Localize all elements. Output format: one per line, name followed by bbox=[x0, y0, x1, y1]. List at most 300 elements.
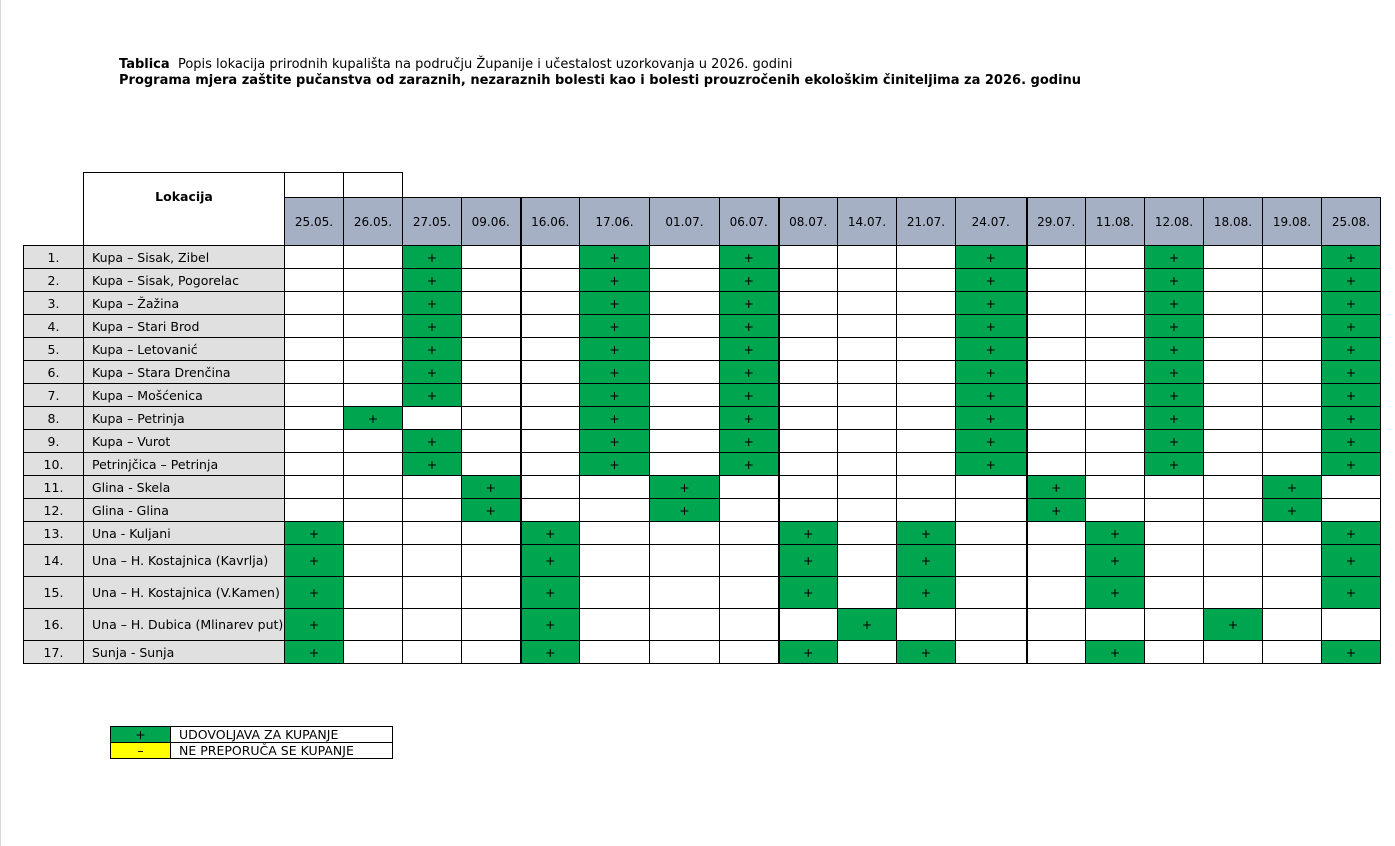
empty-cell bbox=[1263, 430, 1322, 453]
empty-cell bbox=[1204, 407, 1263, 430]
empty-cell bbox=[1027, 641, 1086, 664]
empty-cell bbox=[1263, 269, 1322, 292]
row-number: 14. bbox=[24, 545, 84, 577]
empty-cell bbox=[1263, 609, 1322, 641]
sample-mark-cell: + bbox=[521, 545, 580, 577]
empty-cell bbox=[897, 292, 956, 315]
table-row bbox=[24, 430, 1381, 453]
empty-cell bbox=[650, 577, 720, 609]
empty-cell bbox=[956, 499, 1027, 522]
empty-cell bbox=[1086, 609, 1145, 641]
empty-cell bbox=[580, 499, 650, 522]
empty-cell bbox=[650, 361, 720, 384]
empty-cell bbox=[462, 641, 521, 664]
sample-mark-cell: + bbox=[956, 453, 1027, 476]
empty-cell bbox=[1263, 522, 1322, 545]
date-header-cell: 06.07. bbox=[720, 198, 779, 246]
empty-cell bbox=[344, 499, 403, 522]
empty-cell bbox=[1086, 430, 1145, 453]
empty-cell bbox=[285, 338, 344, 361]
date-header-cell: 08.07. bbox=[779, 198, 838, 246]
sample-mark-cell: + bbox=[1322, 246, 1381, 269]
table-row bbox=[24, 522, 1381, 545]
date-header-cell: 24.07. bbox=[956, 198, 1027, 246]
empty-cell bbox=[403, 407, 462, 430]
location-name: Kupa – Sisak, Zibel bbox=[84, 246, 285, 269]
row-number: 4. bbox=[24, 315, 84, 338]
sample-mark-cell: + bbox=[1145, 361, 1204, 384]
row-number: 16. bbox=[24, 609, 84, 641]
legend-text-pass: UDOVOLJAVA ZA KUPANJE bbox=[171, 727, 393, 743]
empty-cell bbox=[650, 522, 720, 545]
table-row bbox=[24, 545, 1381, 577]
sample-mark-cell: + bbox=[720, 384, 779, 407]
empty-cell bbox=[462, 246, 521, 269]
empty-cell bbox=[779, 384, 838, 407]
sample-mark-cell: + bbox=[1145, 407, 1204, 430]
sample-mark-cell: + bbox=[1263, 476, 1322, 499]
sample-mark-cell: + bbox=[580, 430, 650, 453]
date-header-cell: 29.07. bbox=[1027, 198, 1086, 246]
empty-cell bbox=[897, 453, 956, 476]
sample-mark-cell: + bbox=[403, 292, 462, 315]
date-header-cell: 11.08. bbox=[1086, 198, 1145, 246]
location-name: Kupa – Stara Drenčina bbox=[84, 361, 285, 384]
sample-mark-cell: + bbox=[1145, 430, 1204, 453]
sampling-schedule-table bbox=[23, 172, 1381, 664]
sample-mark-cell: + bbox=[897, 545, 956, 577]
title-line-2 bbox=[119, 73, 1081, 89]
date-header-cell: 01.07. bbox=[650, 198, 720, 246]
empty-cell bbox=[650, 269, 720, 292]
empty-cell bbox=[521, 246, 580, 269]
empty-cell bbox=[462, 315, 521, 338]
empty-cell bbox=[344, 545, 403, 577]
sample-mark-cell: + bbox=[1322, 430, 1381, 453]
empty-cell bbox=[1263, 453, 1322, 476]
empty-cell bbox=[285, 361, 344, 384]
empty-cell bbox=[1263, 577, 1322, 609]
sample-mark-cell: + bbox=[1322, 361, 1381, 384]
empty-cell bbox=[1145, 545, 1204, 577]
empty-cell bbox=[956, 545, 1027, 577]
sample-mark-cell: + bbox=[521, 641, 580, 664]
empty-cell bbox=[1086, 407, 1145, 430]
empty-cell bbox=[1263, 361, 1322, 384]
empty-cell bbox=[1086, 292, 1145, 315]
empty-cell bbox=[462, 430, 521, 453]
sample-mark-cell: + bbox=[462, 499, 521, 522]
sample-mark-cell: + bbox=[580, 338, 650, 361]
empty-cell bbox=[838, 430, 897, 453]
empty-cell bbox=[1204, 545, 1263, 577]
empty-cell bbox=[462, 292, 521, 315]
table-row bbox=[24, 577, 1381, 609]
sample-mark-cell: + bbox=[521, 577, 580, 609]
empty-cell bbox=[1027, 609, 1086, 641]
table-row bbox=[24, 407, 1381, 430]
empty-cell bbox=[1263, 545, 1322, 577]
sample-mark-cell: + bbox=[720, 292, 779, 315]
empty-cell bbox=[838, 338, 897, 361]
empty-cell bbox=[838, 315, 897, 338]
empty-cell bbox=[1145, 476, 1204, 499]
location-name: Una - Kuljani bbox=[84, 522, 285, 545]
sample-mark-cell: + bbox=[580, 315, 650, 338]
empty-cell bbox=[344, 522, 403, 545]
legend-row bbox=[111, 743, 393, 759]
empty-cell bbox=[403, 641, 462, 664]
sample-mark-cell: + bbox=[1027, 499, 1086, 522]
row-number: 3. bbox=[24, 292, 84, 315]
sample-mark-cell: + bbox=[956, 269, 1027, 292]
legend-row bbox=[111, 727, 393, 743]
empty-cell bbox=[285, 407, 344, 430]
empty-cell bbox=[285, 499, 344, 522]
legend bbox=[110, 726, 393, 759]
empty-cell bbox=[1204, 499, 1263, 522]
empty-cell bbox=[956, 641, 1027, 664]
empty-cell bbox=[285, 476, 344, 499]
empty-cell bbox=[1322, 609, 1381, 641]
empty-cell bbox=[1027, 315, 1086, 338]
sample-mark-cell: + bbox=[580, 361, 650, 384]
sample-mark-cell: + bbox=[521, 609, 580, 641]
empty-cell bbox=[1027, 577, 1086, 609]
empty-cell bbox=[1027, 430, 1086, 453]
location-name: Kupa – Petrinja bbox=[84, 407, 285, 430]
empty-cell bbox=[1086, 338, 1145, 361]
sample-mark-cell: + bbox=[344, 407, 403, 430]
empty-cell bbox=[1145, 641, 1204, 664]
empty-cell bbox=[1027, 545, 1086, 577]
empty-cell bbox=[838, 361, 897, 384]
empty-cell bbox=[779, 315, 838, 338]
empty-cell bbox=[838, 384, 897, 407]
empty-cell bbox=[1145, 609, 1204, 641]
empty-cell bbox=[720, 609, 779, 641]
empty-cell bbox=[650, 407, 720, 430]
empty-cell bbox=[1027, 384, 1086, 407]
empty-cell bbox=[521, 499, 580, 522]
empty-cell bbox=[285, 269, 344, 292]
empty-cell bbox=[285, 315, 344, 338]
empty-cell bbox=[897, 269, 956, 292]
empty-cell bbox=[720, 641, 779, 664]
sample-mark-cell: + bbox=[580, 292, 650, 315]
empty-cell bbox=[521, 292, 580, 315]
sample-mark-cell: + bbox=[580, 384, 650, 407]
empty-cell bbox=[1204, 246, 1263, 269]
empty-cell bbox=[285, 453, 344, 476]
sample-mark-cell: + bbox=[720, 338, 779, 361]
date-header-cell: 17.06. bbox=[580, 198, 650, 246]
empty-cell bbox=[1145, 577, 1204, 609]
sample-mark-cell: + bbox=[1322, 641, 1381, 664]
empty-cell bbox=[897, 315, 956, 338]
empty-cell bbox=[403, 499, 462, 522]
empty-cell bbox=[956, 609, 1027, 641]
empty-cell bbox=[779, 361, 838, 384]
row-number: 9. bbox=[24, 430, 84, 453]
sample-mark-cell: + bbox=[650, 499, 720, 522]
empty-cell bbox=[521, 476, 580, 499]
empty-cell bbox=[838, 522, 897, 545]
sample-mark-cell: + bbox=[403, 315, 462, 338]
date-header-cell: 27.05. bbox=[403, 198, 462, 246]
sample-mark-cell: + bbox=[580, 453, 650, 476]
table-row bbox=[24, 499, 1381, 522]
empty-cell bbox=[956, 577, 1027, 609]
sample-mark-cell: + bbox=[956, 246, 1027, 269]
empty-cell bbox=[344, 384, 403, 407]
table-row bbox=[24, 361, 1381, 384]
empty-cell bbox=[1204, 641, 1263, 664]
date-header-cell: 25.05. bbox=[285, 198, 344, 246]
empty-cell bbox=[521, 407, 580, 430]
empty-cell bbox=[956, 522, 1027, 545]
empty-cell bbox=[521, 430, 580, 453]
location-name: Kupa – Letovanić bbox=[84, 338, 285, 361]
title-line-2-text: Programa mjera zaštite pučanstva od zaraznih, nezaraznih bolesti kao i bolesti prouzročenih ekološkim činiteljima za 2026. godinu bbox=[119, 73, 1082, 88]
sample-mark-cell: + bbox=[1204, 609, 1263, 641]
location-name: Una – H. Dubica (Mlinarev put) bbox=[84, 609, 285, 641]
sample-mark-cell: + bbox=[1322, 292, 1381, 315]
table-row bbox=[24, 269, 1381, 292]
location-name: Petrinjčica – Petrinja bbox=[84, 453, 285, 476]
row-number: 1. bbox=[24, 246, 84, 269]
empty-cell bbox=[897, 430, 956, 453]
sample-mark-cell: + bbox=[720, 269, 779, 292]
sample-mark-cell: + bbox=[897, 577, 956, 609]
sample-mark-cell: + bbox=[720, 407, 779, 430]
sample-mark-cell: + bbox=[285, 577, 344, 609]
location-name: Kupa – Mošćenica bbox=[84, 384, 285, 407]
sample-mark-cell: + bbox=[720, 453, 779, 476]
empty-cell bbox=[897, 384, 956, 407]
empty-cell bbox=[650, 609, 720, 641]
sample-mark-cell: + bbox=[956, 384, 1027, 407]
date-header-cell: 26.05. bbox=[344, 198, 403, 246]
table-row bbox=[24, 641, 1381, 664]
sample-mark-cell: + bbox=[720, 430, 779, 453]
row-number: 8. bbox=[24, 407, 84, 430]
sample-mark-cell: + bbox=[779, 545, 838, 577]
sample-mark-cell: + bbox=[720, 246, 779, 269]
location-name: Kupa – Vurot bbox=[84, 430, 285, 453]
table-row bbox=[24, 476, 1381, 499]
empty-cell bbox=[1204, 361, 1263, 384]
empty-cell bbox=[650, 453, 720, 476]
corner-cell bbox=[24, 173, 84, 246]
table-row bbox=[24, 609, 1381, 641]
empty-cell bbox=[1263, 641, 1322, 664]
empty-cell bbox=[521, 269, 580, 292]
date-header-cell: 25.08. bbox=[1322, 198, 1381, 246]
sample-mark-cell: + bbox=[403, 269, 462, 292]
sample-mark-cell: + bbox=[521, 522, 580, 545]
legend-swatch-not-recommended: – bbox=[111, 743, 171, 759]
empty-cell bbox=[838, 476, 897, 499]
empty-cell bbox=[1086, 246, 1145, 269]
sample-mark-cell: + bbox=[1086, 641, 1145, 664]
row-number: 15. bbox=[24, 577, 84, 609]
empty-cell bbox=[1027, 361, 1086, 384]
empty-cell bbox=[1145, 499, 1204, 522]
empty-cell bbox=[1086, 315, 1145, 338]
empty-cell bbox=[650, 641, 720, 664]
sample-mark-cell: + bbox=[285, 545, 344, 577]
sample-mark-cell: + bbox=[779, 577, 838, 609]
empty-cell bbox=[403, 476, 462, 499]
empty-cell bbox=[344, 453, 403, 476]
empty-cell bbox=[779, 499, 838, 522]
row-number: 7. bbox=[24, 384, 84, 407]
empty-cell bbox=[1027, 522, 1086, 545]
sample-mark-cell: + bbox=[285, 609, 344, 641]
empty-cell bbox=[1204, 269, 1263, 292]
sample-mark-cell: + bbox=[956, 430, 1027, 453]
empty-cell bbox=[779, 407, 838, 430]
empty-cell bbox=[1027, 338, 1086, 361]
sample-mark-cell: + bbox=[1145, 315, 1204, 338]
empty-cell bbox=[344, 430, 403, 453]
empty-cell bbox=[285, 384, 344, 407]
sample-mark-cell: + bbox=[403, 384, 462, 407]
date-header-cell: 21.07. bbox=[897, 198, 956, 246]
date-header-cell: 09.06. bbox=[462, 198, 521, 246]
empty-cell bbox=[403, 522, 462, 545]
table-row bbox=[24, 292, 1381, 315]
date-header-cell: 18.08. bbox=[1204, 198, 1263, 246]
empty-cell bbox=[650, 338, 720, 361]
empty-cell bbox=[521, 338, 580, 361]
location-name: Kupa – Žažina bbox=[84, 292, 285, 315]
empty-cell bbox=[1204, 577, 1263, 609]
sample-mark-cell: + bbox=[403, 246, 462, 269]
empty-cell bbox=[403, 545, 462, 577]
row-number: 11. bbox=[24, 476, 84, 499]
empty-cell bbox=[779, 269, 838, 292]
empty-cell bbox=[462, 522, 521, 545]
empty-cell bbox=[1263, 384, 1322, 407]
empty-cell bbox=[779, 430, 838, 453]
empty-cell bbox=[838, 407, 897, 430]
page-edge-rule bbox=[0, 0, 1, 846]
empty-cell bbox=[650, 430, 720, 453]
sample-mark-cell: + bbox=[1322, 453, 1381, 476]
sample-mark-cell: + bbox=[1145, 246, 1204, 269]
empty-cell bbox=[462, 407, 521, 430]
empty-cell bbox=[580, 577, 650, 609]
empty-cell bbox=[1086, 384, 1145, 407]
row-number: 10. bbox=[24, 453, 84, 476]
empty-cell bbox=[720, 499, 779, 522]
empty-cell bbox=[1027, 407, 1086, 430]
table-row bbox=[24, 453, 1381, 476]
row-number: 6. bbox=[24, 361, 84, 384]
empty-cell bbox=[462, 577, 521, 609]
legend-swatch-pass: + bbox=[111, 727, 171, 743]
empty-cell bbox=[344, 361, 403, 384]
sample-mark-cell: + bbox=[720, 361, 779, 384]
empty-cell bbox=[285, 430, 344, 453]
sample-mark-cell: + bbox=[956, 292, 1027, 315]
sample-mark-cell: + bbox=[838, 609, 897, 641]
empty-cell bbox=[462, 338, 521, 361]
empty-cell bbox=[462, 361, 521, 384]
empty-cell bbox=[1204, 522, 1263, 545]
sample-mark-cell: + bbox=[720, 315, 779, 338]
sample-mark-cell: + bbox=[956, 361, 1027, 384]
empty-cell bbox=[1145, 522, 1204, 545]
sample-mark-cell: + bbox=[779, 641, 838, 664]
sample-mark-cell: + bbox=[1145, 384, 1204, 407]
empty-cell bbox=[1204, 292, 1263, 315]
date-header-cell: 12.08. bbox=[1145, 198, 1204, 246]
empty-cell bbox=[720, 577, 779, 609]
sample-mark-cell: + bbox=[462, 476, 521, 499]
empty-cell bbox=[344, 292, 403, 315]
sample-mark-cell: + bbox=[897, 522, 956, 545]
row-number: 12. bbox=[24, 499, 84, 522]
empty-cell bbox=[897, 246, 956, 269]
empty-cell bbox=[1027, 246, 1086, 269]
empty-cell bbox=[344, 609, 403, 641]
sample-mark-cell: + bbox=[1322, 338, 1381, 361]
empty-cell bbox=[1086, 476, 1145, 499]
empty-cell bbox=[897, 499, 956, 522]
empty-cell bbox=[838, 453, 897, 476]
empty-cell bbox=[344, 269, 403, 292]
row-number: 2. bbox=[24, 269, 84, 292]
sample-mark-cell: + bbox=[1145, 292, 1204, 315]
empty-cell bbox=[720, 522, 779, 545]
empty-cell bbox=[1204, 338, 1263, 361]
empty-cell bbox=[838, 246, 897, 269]
empty-cell bbox=[1086, 453, 1145, 476]
empty-cell bbox=[779, 453, 838, 476]
empty-cell bbox=[1204, 476, 1263, 499]
header-row-top bbox=[24, 173, 1381, 198]
sample-mark-cell: + bbox=[580, 269, 650, 292]
empty-cell bbox=[897, 361, 956, 384]
sample-mark-cell: + bbox=[1086, 522, 1145, 545]
empty-cell bbox=[521, 361, 580, 384]
empty-cell bbox=[521, 315, 580, 338]
empty-cell bbox=[1322, 476, 1381, 499]
header-blank-area bbox=[403, 173, 1381, 198]
sample-mark-cell: + bbox=[1322, 315, 1381, 338]
sample-mark-cell: + bbox=[403, 430, 462, 453]
sample-mark-cell: + bbox=[1145, 338, 1204, 361]
empty-cell bbox=[521, 453, 580, 476]
sample-mark-cell: + bbox=[956, 315, 1027, 338]
row-number: 13. bbox=[24, 522, 84, 545]
sample-mark-cell: + bbox=[403, 361, 462, 384]
empty-cell bbox=[344, 315, 403, 338]
header-spacer-cell bbox=[344, 173, 403, 198]
date-header-cell: 16.06. bbox=[521, 198, 580, 246]
empty-cell bbox=[462, 453, 521, 476]
empty-cell bbox=[1086, 499, 1145, 522]
empty-cell bbox=[838, 292, 897, 315]
sample-mark-cell: + bbox=[956, 407, 1027, 430]
empty-cell bbox=[897, 407, 956, 430]
empty-cell bbox=[897, 338, 956, 361]
sample-mark-cell: + bbox=[1322, 545, 1381, 577]
empty-cell bbox=[897, 609, 956, 641]
